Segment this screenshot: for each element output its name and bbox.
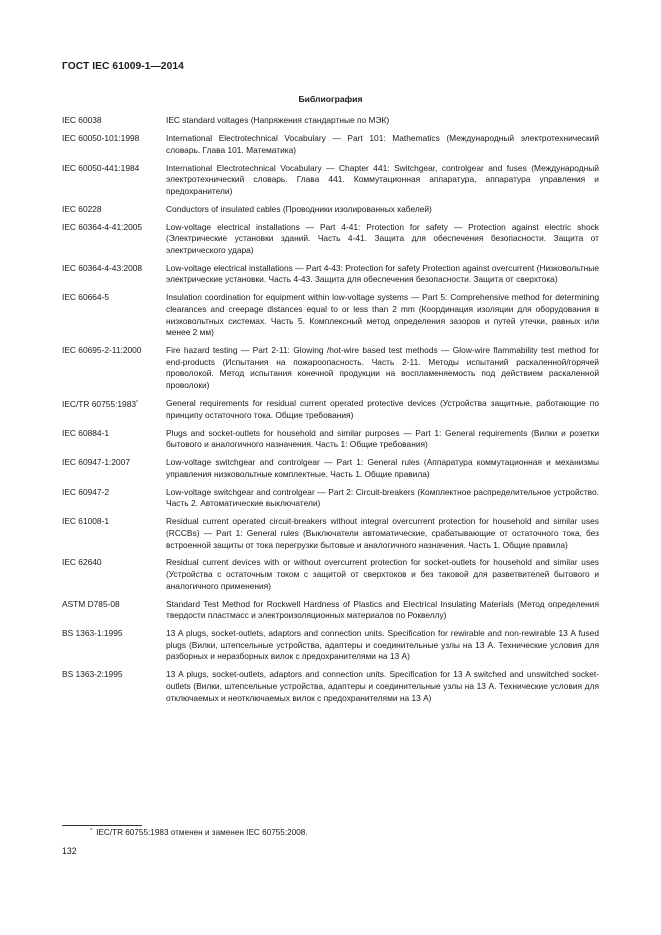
entry-reference: IEC 60364-4-41:2005: [62, 221, 143, 232]
bibliography-entry: [62, 292, 599, 338]
bibliography-title-text: Библиография: [298, 94, 363, 104]
entry-description: Low-voltage electrical installations — Part 4-43: Protection for safety Protection against overcurrent (Низковольтные электрические установки. Часть 4-43. Защита для обеспечения безопасности. Защита от сверхтока): [166, 262, 599, 285]
entry-description: Residual current devices with or without overcurrent protection for socket-outlets for household and similar uses (Устройства с остаточным током с защитой от сверхтоков и без таковой для разветвителей бытового и аналогичного применения): [166, 557, 599, 591]
entry-reference: IEC 60228: [62, 203, 102, 214]
entry-reference: IEC 60884-1: [62, 427, 110, 438]
bibliography-entry: [62, 669, 599, 704]
entry-description: Fire hazard testing — Part 2-11: Glowing /hot-wire based test methods — Glow-wire flammability test method for end-products (Испытания на пожароопасность. Часть 2-11. Методы испытаний раскаленной/горячей проволокой. Метод испытания конечной продукции на воспламеняемость под действием раскаленной проволоки): [166, 345, 599, 391]
bibliography-entry: [62, 487, 599, 510]
bibliography-entry: [62, 133, 599, 156]
entry-reference: IEC 60050-101:1998: [62, 132, 140, 143]
bibliography-entry: [62, 398, 599, 421]
bibliography-entry: [62, 204, 599, 216]
entry-description: Insulation coordination for equipment within low-voltage systems — Part 5: Comprehensive method for determining clearances and creepage distances equal to or less than 2 mm (Координация изоляции для оборудования в низковольтных системах. Часть 5. Комплексный метод определения зазоров и путей утечки, равных или менее 2 мм): [166, 292, 599, 338]
entry-description: Low-voltage switchgear and controlgear — Part 1: General rules (Аппаратура коммутационная и механизмы управления низковольтные комплектные. Часть 1. Общие правила): [166, 457, 599, 479]
bibliography-entry: [62, 163, 599, 198]
entry-description: Low-voltage electrical installations — Part 4-41: Protection for safety — Protection against electric shock (Электрические установки зданий. Часть 4-41. Защита для обеспечения безопасности. Защита от электрического удара): [166, 221, 599, 255]
entry-reference: IEC 60664-5: [62, 292, 110, 303]
entry-description: IEC standard voltages (Напряжения стандартные по МЭК): [166, 115, 390, 125]
entry-description: Low-voltage switchgear and controlgear — Part 2: Circuit-breakers (Комплектное распределительное устройство. Часть 2. Автоматические выключатели): [166, 486, 599, 509]
entry-description: International Electrotechnical Vocabulary — Part 101: Mathematics (Международный электротехнический словарь. Глава 101. Математика): [166, 132, 599, 155]
bibliography-entry: [62, 115, 599, 127]
entry-description: Standard Test Method for Rockwell Hardness of Plastics and Electrical Insulating Materials (Метод определения твердости пластмасс и электроизоляционных материалов по Роквеллу): [166, 598, 599, 621]
page-header: ГОСТ IEC 61009-1—2014: [62, 61, 184, 72]
entry-description: International Electrotechnical Vocabulary — Chapter 441: Switchgear, controlgear and fuses (Международный электротехнический словарь. Глава 441. Коммутационная аппаратура, аппаратура управления и предохранители): [166, 162, 599, 196]
entry-reference: IEC 60947-1:2007: [62, 457, 130, 468]
entry-reference: ASTM D785-08: [62, 598, 120, 609]
footnote-divider: [62, 825, 142, 826]
footnote-text: IEC/TR 60755:1983 отменен и заменен IEC 60755:2008.: [96, 828, 308, 837]
entry-description: 13 A plugs, socket-outlets, adaptors and connection units. Specification for 13 A switched and unswitched socket-outlets (Вилки, штепсельные устройства, адаптеры и соединительные узлы на 13 А. Технические условия для отключаемых и неотключаемых вилок с предохранителями на 13 А): [166, 669, 599, 703]
bibliography-list: [62, 115, 599, 711]
bibliography-entry: [62, 345, 599, 391]
entry-reference: IEC 60038: [62, 115, 102, 125]
bibliography-entry: [62, 516, 599, 551]
entry-description: Conductors of insulated cables (Проводники изолированных кабелей): [166, 203, 432, 214]
entry-description: General requirements for residual current operated protective devices (Устройства защитные, работающие по принципу остаточного тока. Общие требования): [166, 398, 599, 420]
entry-reference: IEC 60050-441:1984: [62, 162, 140, 173]
entry-reference: [62, 398, 166, 421]
bibliography-entry: [62, 557, 599, 592]
entry-description: Plugs and socket-outlets for household and similar purposes — Part 1: General requirements (Вилки и розетки бытового и аналогичного назначения. Часть 1: Общие требования): [166, 427, 599, 450]
page-number: 132: [62, 846, 77, 856]
bibliography-entry: [62, 263, 599, 286]
entry-reference: IEC 60364-4-43:2008: [62, 262, 143, 273]
bibliography-entry: [62, 599, 599, 622]
bibliography-entry: [62, 428, 599, 451]
bibliography-entry: [62, 222, 599, 257]
entry-reference: BS 1363-1:1995: [62, 628, 123, 639]
footnote-marker: *: [136, 400, 139, 406]
entry-reference-text: IEC/TR 60755:1983: [62, 399, 137, 409]
bibliography-title: [0, 94, 661, 104]
entry-reference: BS 1363-2:1995: [62, 669, 123, 680]
entry-reference: IEC 61008-1: [62, 516, 110, 527]
footnote-marker: *: [90, 828, 93, 834]
entry-reference: IEC 62640: [62, 557, 102, 568]
bibliography-entry: [62, 457, 599, 480]
footnote: [90, 828, 308, 837]
entry-description: 13 A plugs, socket-outlets, adaptors and connection units. Specification for rewirable and non-rewirable 13 A fused plugs (Вилки, штепсельные устройства, адаптеры и соединительные узлы на 13 А. Технические условия для разборных и неразборных вилок с предохранителями на 13 А): [166, 628, 599, 662]
entry-description: Residual current operated circuit-breakers without integral overcurrent protection for household and similar uses (RCCBs) — Part 1: General rules (Выключатели автоматические, срабатывающие от остаточного тока, без встроенной защиты от тока перегрузки бытовые и аналогичного назначения. Часть 1. Общие правила): [166, 516, 599, 550]
entry-reference: IEC 60947-2: [62, 486, 110, 497]
entry-reference: IEC 60695-2-11:2000: [62, 345, 142, 356]
bibliography-entry: [62, 628, 599, 663]
